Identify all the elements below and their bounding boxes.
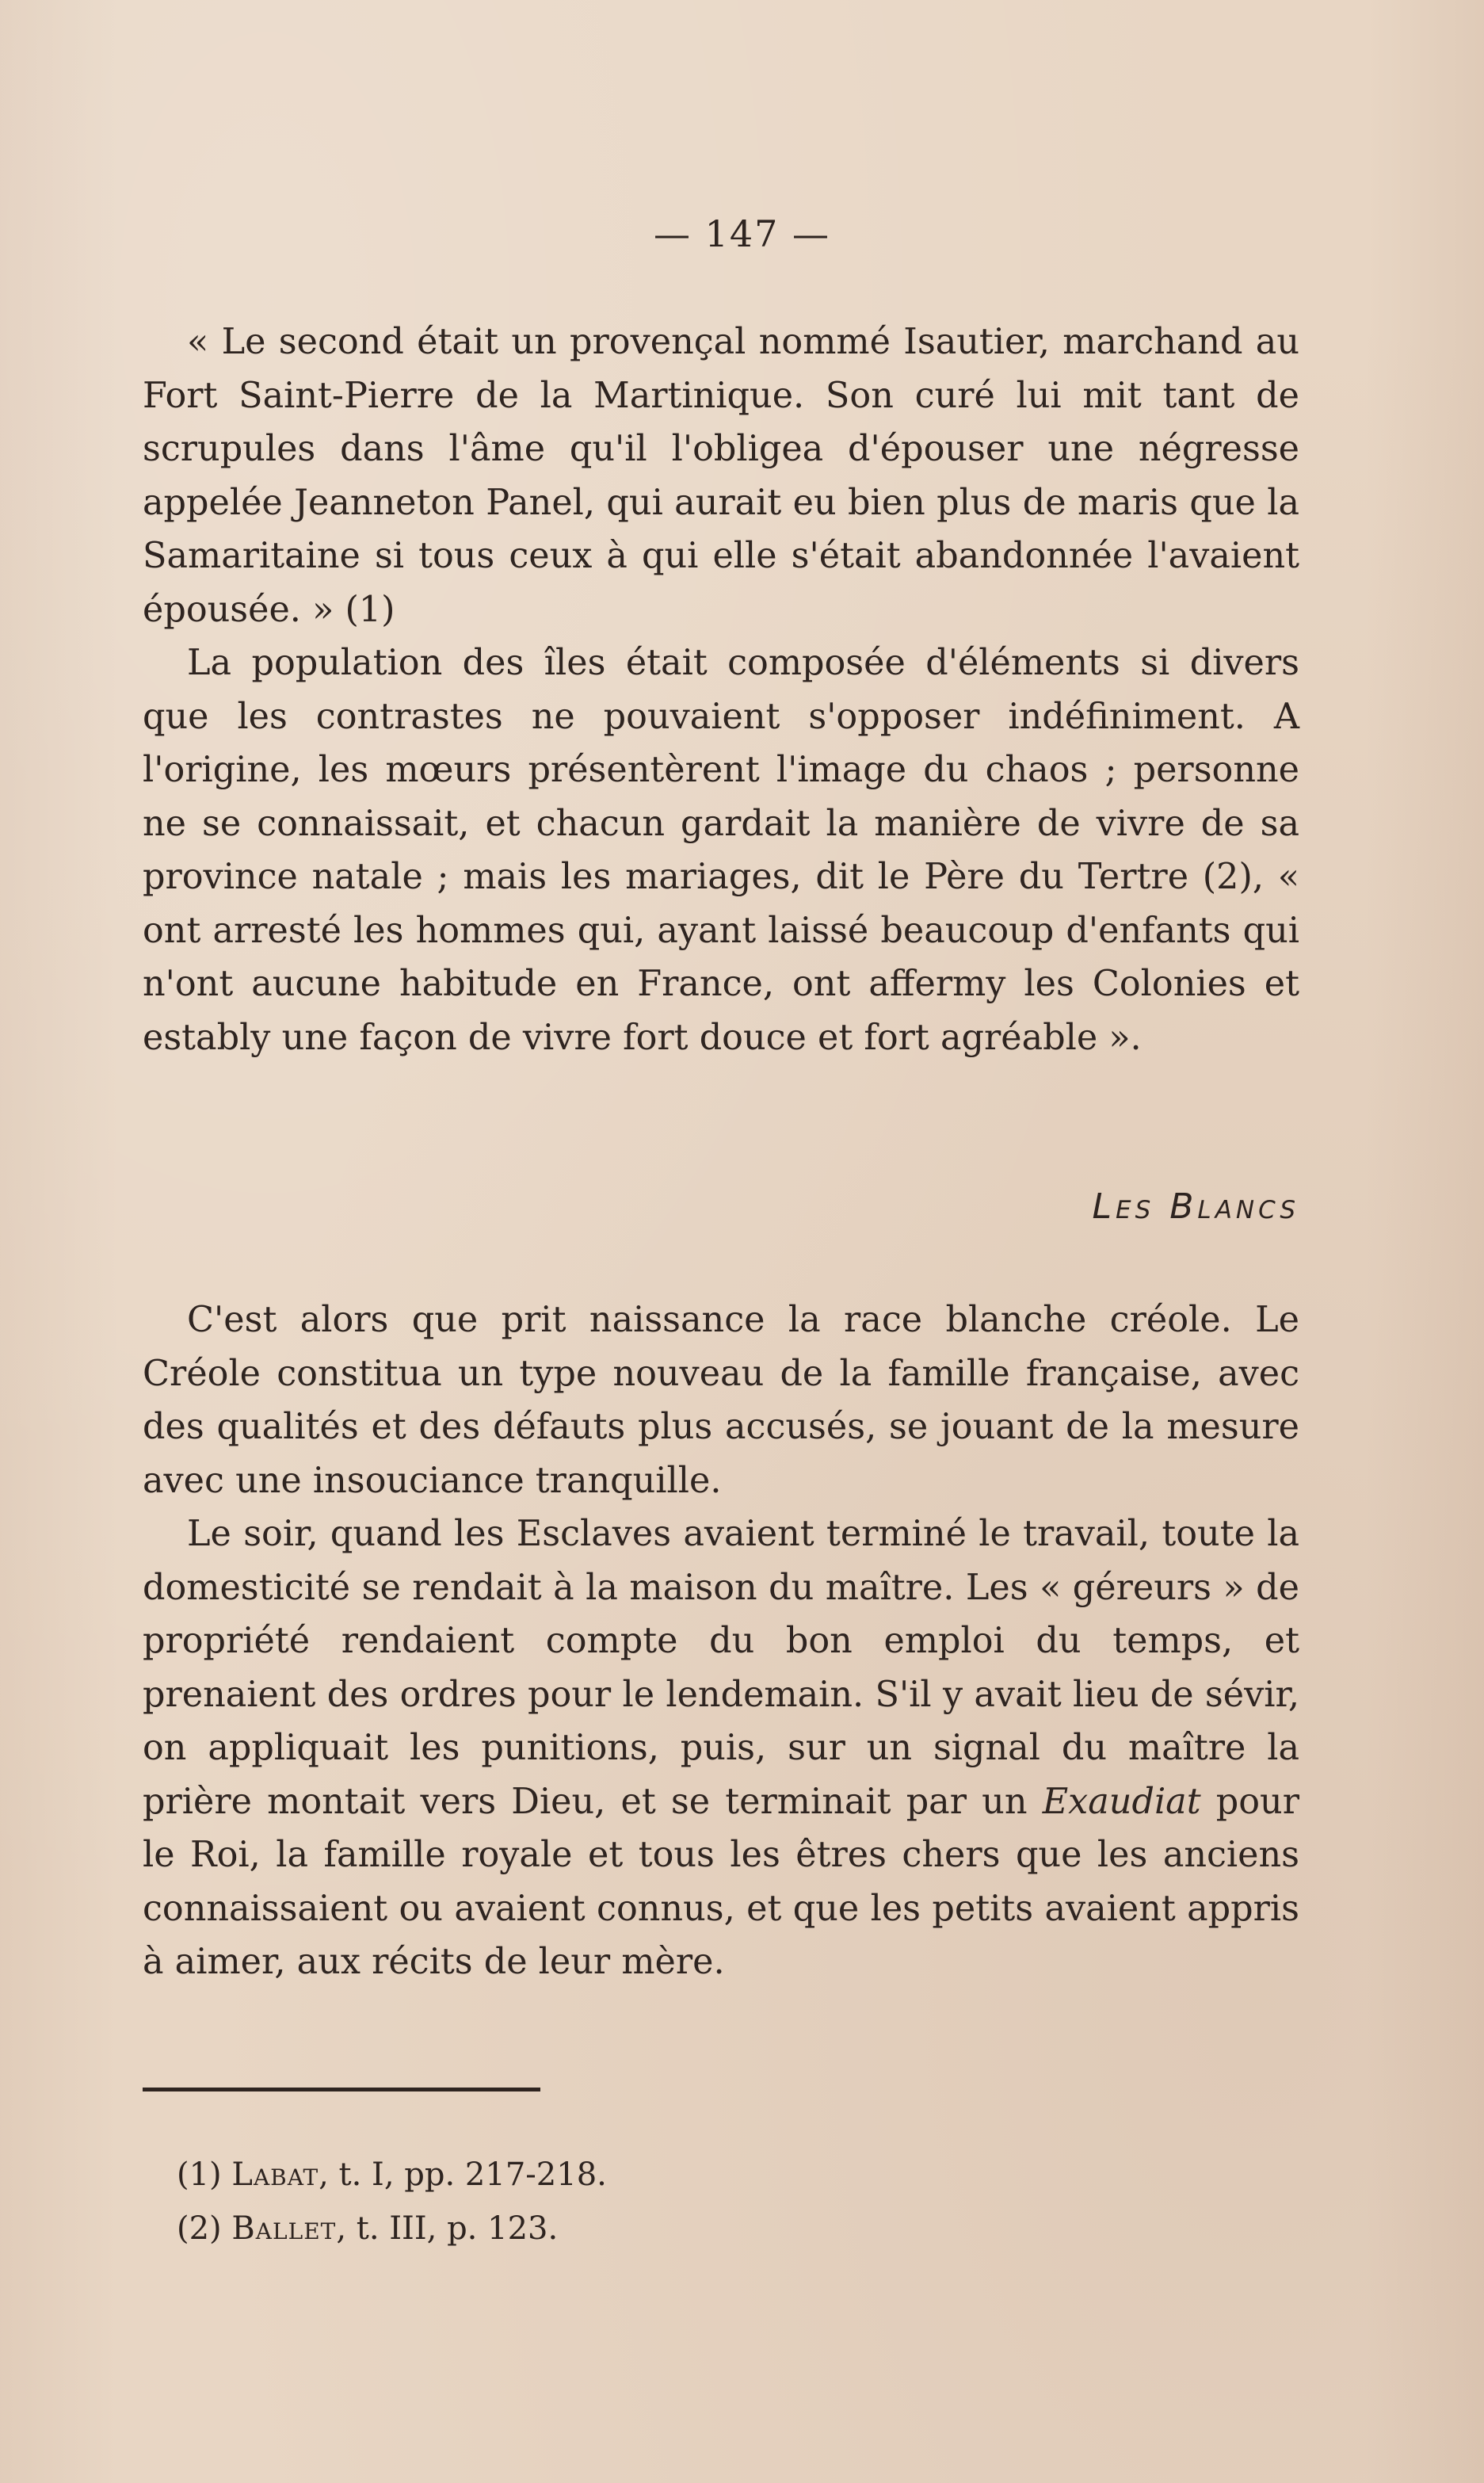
exaudiat-italic: Exaudiat (1042, 1781, 1201, 1822)
text-block-top (143, 315, 1299, 1064)
footnote-divider (143, 2088, 540, 2091)
page-number: — 147 — (653, 212, 831, 255)
footnote-1 (177, 2148, 969, 2202)
footnote-marker: (2) (177, 2210, 222, 2247)
text-block-bottom (143, 1293, 1299, 1989)
footnote-marker: (1) (177, 2156, 222, 2193)
section-heading: Les Blancs (1092, 1186, 1299, 1227)
paragraph-evening-prayer-part2: pour le Roi, la famille royale et tous les êtres chers que les anciens connaissaient ou avaient connus, et que les petits avaient appris à aimer, aux récits de leur mère. (143, 1781, 1299, 1982)
footnote-author: Labat (231, 2156, 319, 2193)
paragraph-population: La population des îles était composée d'éléments si divers que les contrastes ne pouvaient s'opposer indéfiniment. A l'origine, les mœurs présentèrent l'image du chaos ; personne ne se connaissait, et chacun gardait la manière de vivre de sa province natale ; mais les mariages, dit le Père du Tertre (2), « ont arresté les hommes qui, ayant laissé beaucoup d'enfants qui n'ont aucune habitude en France, ont affermy les Colonies et estably une façon de vivre fort douce et fort agréable ». (143, 643, 1299, 1058)
paragraph-creole: C'est alors que prit naissance la race blanche créole. Le Créole constitua un type nouveau de la famille française, avec des qualités et des défauts plus accusés, se jouant de la mesure avec une insouciance tranquille. (143, 1300, 1299, 1501)
paragraph-evening-prayer-part1: Le soir, quand les Esclaves avaient terminé le travail, toute la domesticité se rendait à la maison du maître. Les « géreurs » de propriété rendaient compte du bon emploi du temps, et prenaient des ordres pour le lendemain. S'il y avait lieu de sévir, on appliquait les punitions, puis, sur un signal du maître la prière montait vers Dieu, et se terminait par un (143, 1514, 1299, 1822)
paragraph-evening-prayer (143, 1507, 1299, 1989)
footnote-author: Ballet (231, 2210, 337, 2247)
footnotes (177, 2148, 969, 2256)
footnote-2 (177, 2202, 969, 2256)
footnote-reference: , t. I, pp. 217-218. (319, 2156, 607, 2193)
paragraph-quote-isautier: « Le second était un provençal nommé Isautier, marchand au Fort Saint-Pierre de la Martinique. Son curé lui mit tant de scrupules dans l'âme qu'il l'obligea d'épouser une négresse appelée Jeanneton Panel, qui aurait eu bien plus de maris que la Samaritaine si tous ceux à qui elle s'était abandonnée l'avaient épousée. » (1) (143, 322, 1299, 630)
footnote-reference: , t. III, p. 123. (336, 2210, 559, 2247)
